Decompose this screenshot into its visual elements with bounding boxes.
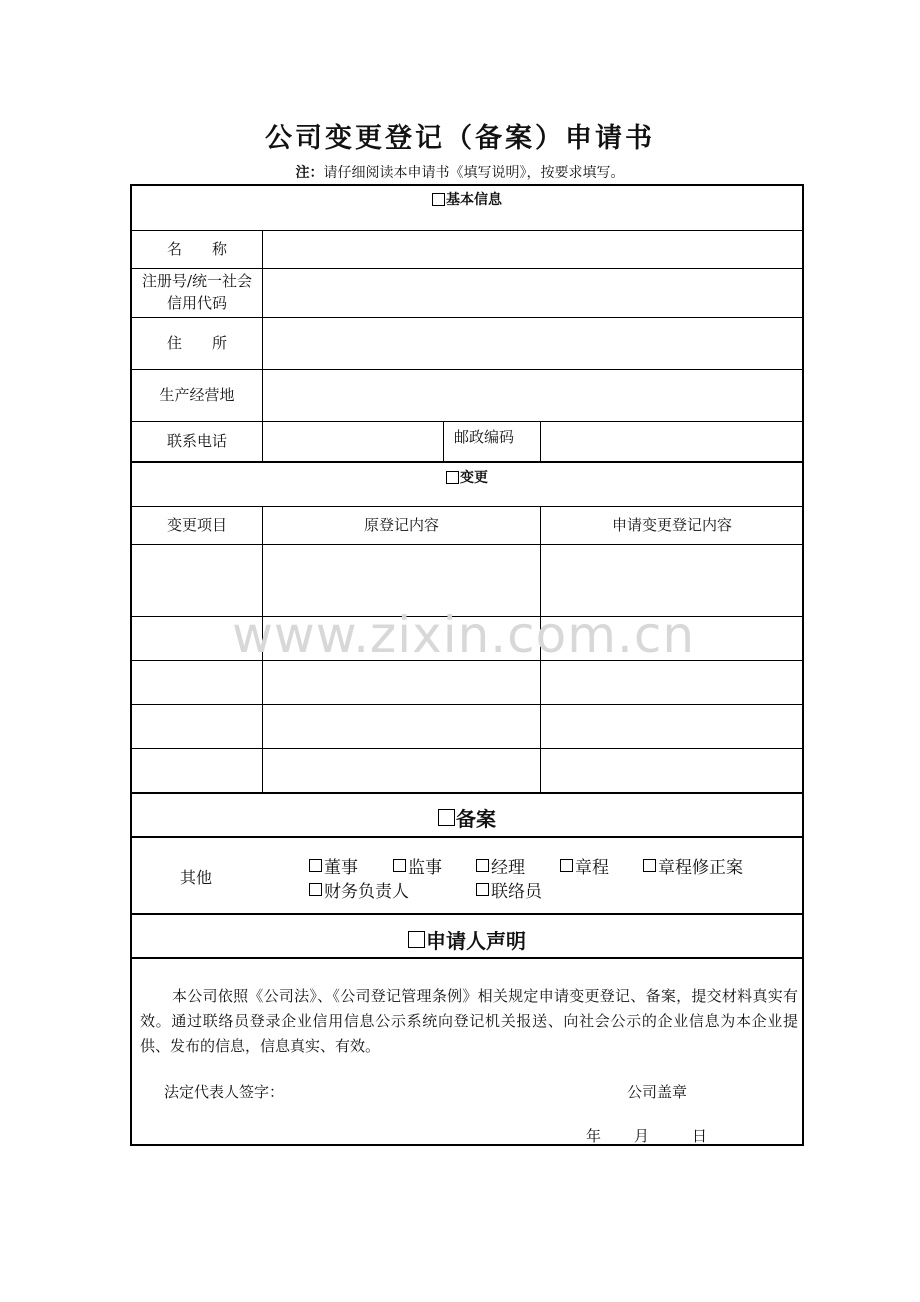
checkbox-icon[interactable] bbox=[560, 859, 573, 872]
option-articles-amendment[interactable]: 章程修正案 bbox=[643, 853, 743, 878]
option-finance-officer[interactable]: 财务负责人 bbox=[309, 877, 409, 902]
change-cell[interactable] bbox=[132, 661, 262, 704]
change-cell[interactable] bbox=[263, 749, 540, 792]
reg-no-label: 注册号/统一社会信用代码 bbox=[141, 272, 253, 312]
phone-field[interactable] bbox=[263, 422, 443, 461]
checkbox-icon[interactable] bbox=[476, 883, 489, 896]
option-liaison[interactable]: 联络员 bbox=[476, 877, 542, 902]
change-cell[interactable] bbox=[263, 705, 540, 748]
other-label: 其他 bbox=[180, 868, 213, 887]
basic-info-heading: 基本信息 bbox=[130, 189, 804, 209]
form-title: 公司变更登记（备案）申请书 bbox=[265, 123, 655, 154]
address-label: 住 所 bbox=[166, 333, 227, 352]
business-site-label: 生产经营地 bbox=[159, 385, 235, 404]
postcode-field[interactable] bbox=[541, 422, 803, 461]
section-rule bbox=[130, 913, 804, 915]
checkbox-icon[interactable] bbox=[446, 471, 459, 484]
signature-label: 法定代表人签字： bbox=[164, 1083, 285, 1101]
name-label: 名 称 bbox=[166, 239, 227, 258]
checkbox-icon[interactable] bbox=[432, 193, 445, 206]
checkbox-icon[interactable] bbox=[309, 883, 322, 896]
reg-no-field[interactable] bbox=[263, 269, 803, 317]
name-field[interactable] bbox=[263, 231, 803, 268]
section-rule bbox=[130, 836, 804, 838]
form-note bbox=[0, 162, 920, 182]
note-label: 注： bbox=[295, 165, 324, 181]
column-header-original: 原登记内容 bbox=[363, 515, 439, 534]
section-rule bbox=[130, 461, 804, 463]
change-cell[interactable] bbox=[132, 749, 262, 792]
option-articles[interactable]: 章程 bbox=[560, 853, 609, 878]
note-text: 请仔细阅读本申请书《填写说明》，按要求填写。 bbox=[323, 165, 625, 181]
section-rule bbox=[130, 957, 804, 959]
checkbox-icon[interactable] bbox=[438, 809, 455, 826]
option-director[interactable]: 董事 bbox=[309, 853, 358, 878]
address-field[interactable] bbox=[263, 318, 803, 369]
change-cell[interactable] bbox=[541, 661, 803, 704]
seal-label: 公司盖章 bbox=[627, 1083, 688, 1101]
postcode-label: 邮政编码 bbox=[454, 428, 515, 446]
declaration-heading: 申请人声明 bbox=[130, 925, 804, 954]
change-cell[interactable] bbox=[263, 661, 540, 704]
change-cell[interactable] bbox=[132, 705, 262, 748]
checkbox-icon[interactable] bbox=[643, 859, 656, 872]
checkbox-icon[interactable] bbox=[393, 859, 406, 872]
change-cell[interactable] bbox=[541, 705, 803, 748]
checkbox-icon[interactable] bbox=[476, 859, 489, 872]
table-rule bbox=[443, 421, 444, 461]
checkbox-icon[interactable] bbox=[309, 859, 322, 872]
change-cell[interactable] bbox=[541, 749, 803, 792]
column-header-change-item: 变更项目 bbox=[166, 515, 227, 534]
declaration-text: 本公司依照《公司法》、《公司登记管理条例》相关规定申请变更登记、备案，提交材料真实有效。通过联络员登录企业信用信息公示系统向登记机关报送、向社会公示的企业信息为本企业提供、发布的信息，信息真实、有效。 bbox=[140, 987, 798, 1055]
watermark: www.zixin.com.cn bbox=[232, 606, 696, 664]
date-day: 日 bbox=[692, 1127, 708, 1145]
option-supervisor[interactable]: 监事 bbox=[393, 853, 442, 878]
change-heading: 变更 bbox=[130, 467, 804, 487]
date-year: 年 bbox=[586, 1127, 602, 1145]
option-manager[interactable]: 经理 bbox=[476, 853, 525, 878]
column-header-requested: 申请变更登记内容 bbox=[611, 515, 732, 534]
business-site-field[interactable] bbox=[263, 370, 803, 421]
date-month: 月 bbox=[634, 1127, 650, 1145]
phone-label: 联系电话 bbox=[166, 431, 227, 450]
filing-heading: 备案 bbox=[130, 803, 804, 832]
section-rule bbox=[130, 792, 804, 794]
checkbox-icon[interactable] bbox=[408, 931, 425, 948]
